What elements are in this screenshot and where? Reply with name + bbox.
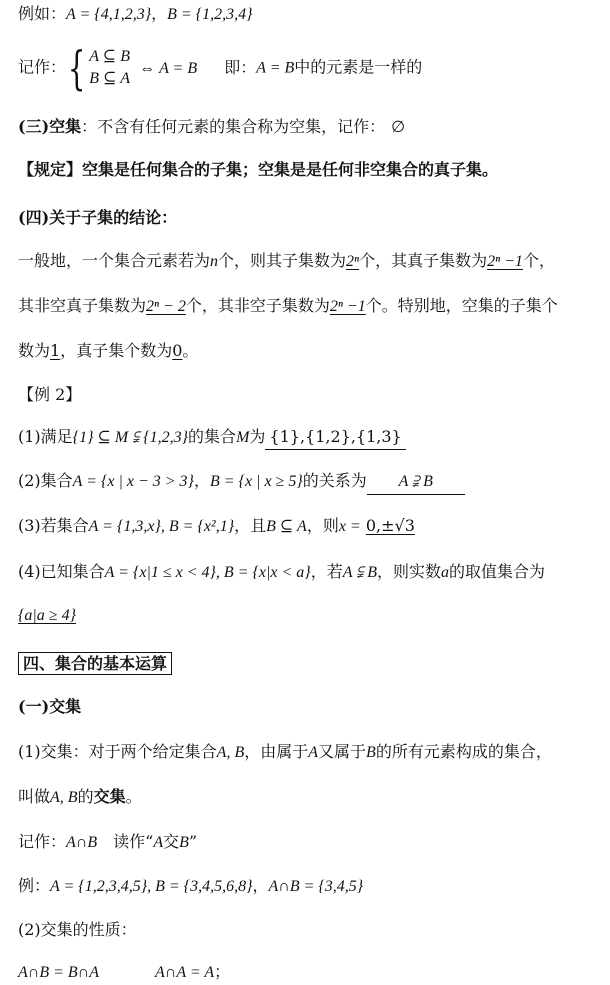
section-heading: (三)空集: [18, 117, 82, 136]
intersection-definition-2: [18, 785, 142, 810]
text: 为: [249, 427, 266, 446]
intersection-example: [18, 874, 363, 899]
variable-n: n: [210, 253, 219, 270]
text: 个，其非空子集数为: [185, 296, 330, 315]
text: 交: [163, 832, 180, 851]
answer-4: {a|a ≥ 4}: [18, 607, 76, 624]
set-b-expr: B = {1,2,3,4}: [167, 6, 253, 23]
notation-line: [18, 41, 423, 95]
sets-expr: A = {1,3,x}, B = {x²,1}: [88, 518, 235, 535]
text: 个，: [522, 251, 555, 270]
text: 个，其真子集数为: [359, 251, 488, 270]
text: 的取值集合为: [449, 562, 546, 581]
answer-empty-subsets: 1: [50, 341, 61, 360]
conclusion-line-2: [18, 294, 558, 319]
sets-expr: A = {x|1 ≤ x < 4}, B = {x|x < a}: [104, 564, 311, 581]
answer-nonempty-count: 2ⁿ −1: [329, 298, 366, 315]
exercise-2: [18, 469, 465, 495]
commutative-expr: A∩B = B∩A: [18, 964, 99, 981]
rule-statement: [18, 158, 498, 182]
set-a-expr: A = {4,1,2,3}: [66, 6, 152, 23]
exercise-4-answer: [18, 603, 76, 628]
text: 的集合: [188, 427, 237, 446]
text: ，则实数: [377, 562, 442, 581]
text: 的关系为: [302, 471, 367, 490]
text: (1)满足: [18, 427, 73, 446]
sets-expr: A, B: [50, 789, 78, 806]
answer-1: {1},{1,2},{1,3}: [265, 425, 405, 450]
conclusion-line-1: [18, 249, 555, 274]
system-row-2: B ⊆ A: [89, 70, 130, 87]
text: 叫做: [18, 787, 51, 806]
example-line-1: [18, 2, 252, 27]
sets-expr: A = {1,2,3,4,5}, B = {3,4,5,6,8}: [50, 878, 253, 895]
proper-subset-expr: A ⫋ B: [342, 564, 378, 581]
text: ，真子集个数为: [60, 341, 173, 360]
left-brace-icon: {: [67, 41, 86, 95]
note-label: 即：: [224, 57, 257, 77]
exercise-4: [18, 560, 545, 585]
intersection-properties-heading: [18, 918, 137, 942]
text: 例：: [18, 876, 51, 895]
text: 一般地，一个集合元素若为: [18, 251, 211, 270]
text: ，若: [310, 562, 343, 581]
set-a: A: [153, 834, 164, 851]
text: (4)已知集合: [18, 562, 105, 581]
text: (3)若集合: [18, 516, 89, 535]
intersection-properties: [18, 960, 230, 985]
text: 的: [77, 787, 94, 806]
brace-system: [89, 46, 130, 90]
set-a-expr: A = {x | x − 3 > 3}: [72, 473, 194, 490]
text: ，由属于: [244, 742, 309, 761]
answer-subset-count: 2ⁿ: [346, 253, 360, 270]
term-bold: 交集: [93, 787, 126, 806]
set-b: B: [179, 834, 189, 851]
system-row-1: A ⊆ B: [89, 48, 130, 65]
variable-a: a: [441, 564, 450, 581]
text: ，则: [306, 516, 339, 535]
sets-expr: A, B: [216, 744, 245, 761]
empty-set-symbol: ∅: [391, 117, 406, 136]
section-heading: (四)关于子集的结论：: [18, 208, 178, 227]
conclusion-line-3: [18, 339, 198, 363]
text: 其非空真子集数为: [18, 296, 147, 315]
text: ，且: [234, 516, 267, 535]
empty-set-definition: [18, 115, 405, 139]
equivalence-expr: ⇔ A = B: [139, 59, 198, 77]
answer-proper-subset-count: 2ⁿ −1: [487, 253, 523, 270]
condition-expr: {1} ⊆ M ⫋ {1,2,3}: [72, 429, 189, 446]
text: 。: [182, 341, 199, 360]
text: 又属于: [318, 742, 367, 761]
text: 记作：: [18, 832, 67, 851]
label-text: 例如：: [18, 4, 67, 23]
set-b-expr: B = {x | x ≥ 5}: [209, 473, 303, 490]
subset-conclusion-heading: [18, 206, 177, 230]
exercise-3: [18, 514, 415, 539]
intersection-notation: [18, 830, 197, 855]
rule-text: 【规定】空集是任何集合的子集；空集是是任何非空集合的真子集。: [18, 160, 499, 179]
basic-operations-heading: [18, 652, 172, 676]
text: (2)集合: [18, 471, 73, 490]
separator: ，: [151, 4, 168, 23]
text: (1)交集：对于两个给定集合: [18, 742, 217, 761]
subset-expr: B ⊆ A: [266, 518, 307, 535]
note-text: 中的元素是一样的: [294, 57, 423, 77]
text: 读作“: [113, 832, 154, 851]
answer-nonempty-proper-count: 2ⁿ − 2: [146, 298, 186, 315]
text: ；: [214, 962, 231, 981]
exercise-1: [18, 425, 406, 450]
text: 数为: [18, 341, 51, 360]
x-expr: x =: [338, 518, 361, 535]
idempotent-expr: A∩A = A: [155, 964, 215, 981]
separator: ，: [252, 876, 269, 895]
section-heading: (一)交集: [18, 697, 82, 716]
intersection-heading: [18, 695, 81, 719]
intersection-definition-1: [18, 740, 552, 765]
separator: ，: [193, 471, 210, 490]
variable-m: M: [236, 429, 250, 446]
example-label: 【例 2】: [18, 385, 82, 404]
text: 个。特别地，空集的子集个: [365, 296, 558, 315]
note-expr: A = B: [256, 59, 295, 77]
definition-text: ：不含有任何元素的集合称为空集，记作：: [81, 117, 386, 136]
label-text: 记作：: [18, 57, 67, 77]
intersection-expr: A∩B: [66, 834, 98, 851]
set-b: B: [366, 744, 376, 761]
text: ”: [188, 832, 198, 851]
text: 。: [125, 787, 142, 806]
answer-empty-proper-subsets: 0: [172, 341, 183, 360]
text: 的所有元素构成的集合，: [375, 742, 552, 761]
text: 个，则其子集数为: [218, 251, 347, 270]
example-2-heading: [18, 383, 81, 407]
intersection-result-expr: A∩B = {3,4,5}: [268, 878, 364, 895]
boxed-section-heading: 四、集合的基本运算: [18, 652, 172, 675]
answer-3: 0,±√3: [365, 516, 415, 535]
properties-label: (2)交集的性质：: [18, 920, 137, 939]
answer-2: A ⫌ B: [367, 470, 465, 495]
set-a: A: [308, 744, 319, 761]
